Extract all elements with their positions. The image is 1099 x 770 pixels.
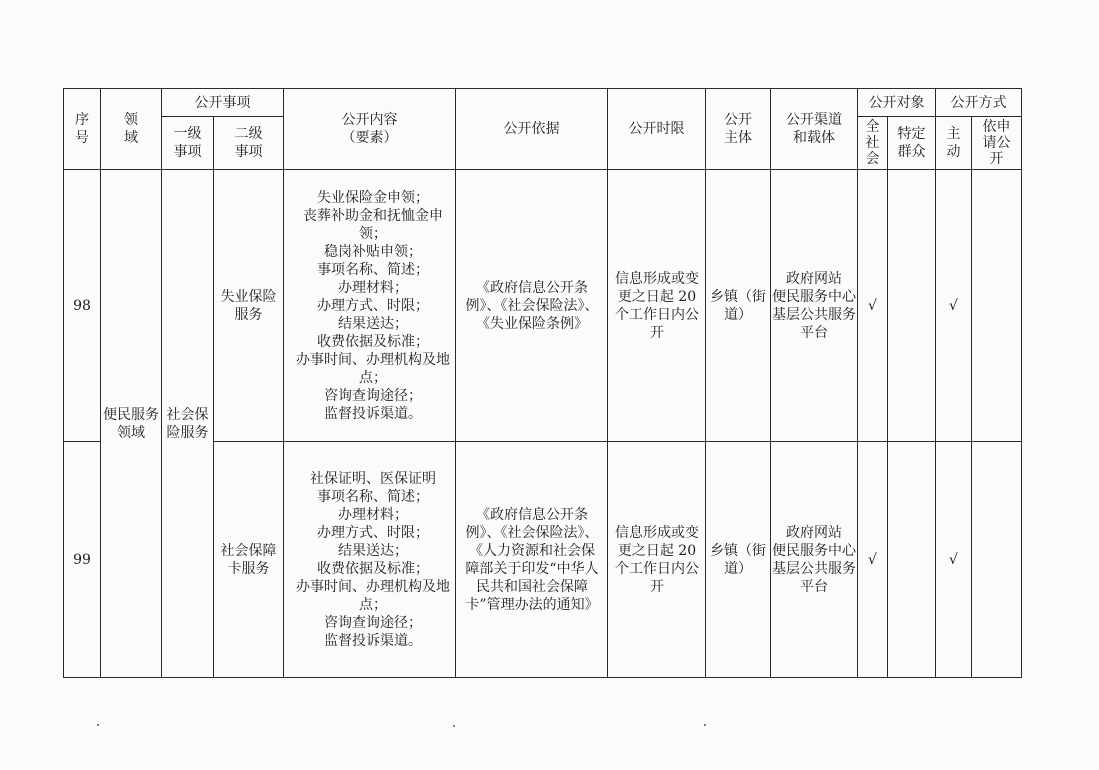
row-audience-all: √ <box>858 442 888 678</box>
header-subject: 公开 主体 <box>706 89 771 170</box>
header-content: 公开内容 （要素） <box>284 89 456 170</box>
field-cell: 便民服务 领域 <box>101 170 162 678</box>
header-audience-specific: 特定 群众 <box>888 117 936 170</box>
header-method-active: 主 动 <box>936 117 972 170</box>
scan-speck <box>704 724 706 726</box>
row-basis: 《政府信息公开条例》、《社会保险法》、《失业保险条例》 <box>456 170 608 442</box>
row-method-request <box>972 170 1022 442</box>
header-method: 公开方式 <box>936 89 1022 117</box>
header-audience: 公开对象 <box>858 89 936 117</box>
scan-speck <box>97 724 99 726</box>
row-content: 社保证明、医保证明 事项名称、简述； 办理材料； 办理方式、时限； 结果送达； 收费依据及标准； 办事时间、办理机构及地点； 咨询查询途径； 监督投诉渠道。 <box>284 442 456 678</box>
header-channel: 公开渠道 和载体 <box>771 89 858 170</box>
level1-cell: 社会保 险服务 <box>162 170 214 678</box>
row-seq: 98 <box>64 170 101 442</box>
row-method-active: √ <box>936 442 972 678</box>
row-time-limit: 信息形成或变更之日起 20 个工作日内公开 <box>608 170 706 442</box>
row-audience-specific <box>888 442 936 678</box>
row-method-active: √ <box>936 170 972 442</box>
disclosure-table <box>63 88 1022 678</box>
row-basis: 《政府信息公开条例》、《社会保险法》、《人力资源和社会保障部关于印发“中华人民共和国社会保障卡”管理办法的通知》 <box>456 442 608 678</box>
header-level1: 一级 事项 <box>162 117 214 170</box>
row-subject: 乡镇（街 道） <box>706 170 771 442</box>
row-method-request <box>972 442 1022 678</box>
header-field: 领 域 <box>101 89 162 170</box>
row-content: 失业保险金申领； 丧葬补助金和抚恤金申领； 稳岗补贴申领； 事项名称、简述； 办理材料； 办理方式、时限； 结果送达； 收费依据及标准； 办事时间、办理机构及地点； 咨询查询途径； 监督投诉渠道。 <box>284 170 456 442</box>
row-level2: 社会保障 卡服务 <box>214 442 284 678</box>
header-audience-all: 全 社 会 <box>858 117 888 170</box>
row-subject: 乡镇（街 道） <box>706 442 771 678</box>
header-method-request: 依申 请公 开 <box>972 117 1022 170</box>
row-time-limit: 信息形成或变更之日起 20 个工作日内公开 <box>608 442 706 678</box>
header-seq: 序 号 <box>64 89 101 170</box>
table-row <box>64 170 1022 442</box>
row-seq: 99 <box>64 442 101 678</box>
header-matters: 公开事项 <box>162 89 284 117</box>
row-audience-specific <box>888 170 936 442</box>
row-level2: 失业保险 服务 <box>214 170 284 442</box>
header-level2: 二级 事项 <box>214 117 284 170</box>
row-channel: 政府网站 便民服务中心 基层公共服务 平台 <box>771 170 858 442</box>
row-audience-all: √ <box>858 170 888 442</box>
header-basis: 公开依据 <box>456 89 608 170</box>
row-channel: 政府网站 便民服务中心 基层公共服务 平台 <box>771 442 858 678</box>
header-time-limit: 公开时限 <box>608 89 706 170</box>
scan-speck <box>453 725 455 727</box>
